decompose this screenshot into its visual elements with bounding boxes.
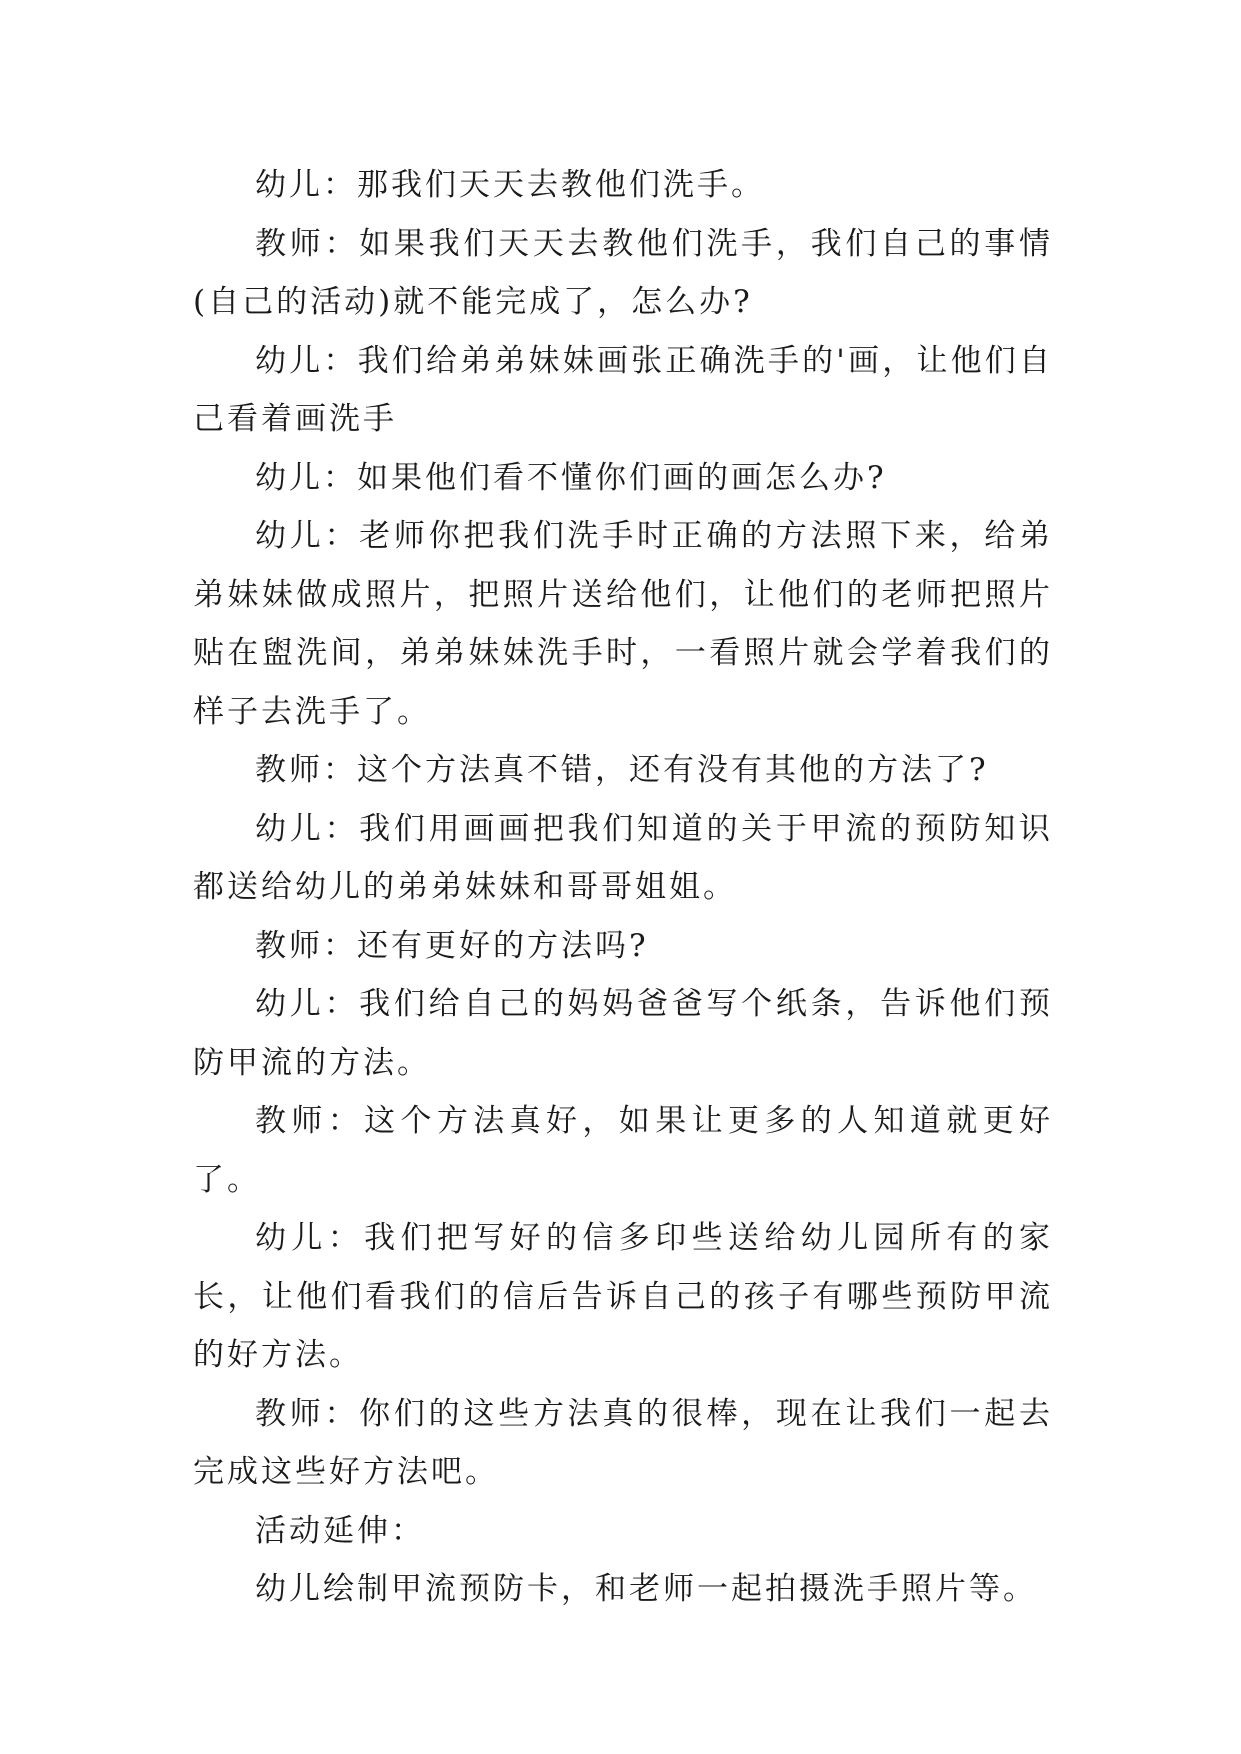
paragraph: 教师：如果我们天天去教他们洗手，我们自己的事情(自己的活动)就不能完成了，怎么办?: [193, 225, 1053, 320]
paragraph: 幼儿：我们用画画把我们知道的关于甲流的预防知识都送给幼儿的弟弟妹妹和哥哥姐姐。: [193, 810, 1053, 905]
paragraph: 教师：这个方法真不错，还有没有其他的方法了?: [255, 752, 989, 788]
paragraph: 幼儿：老师你把我们洗手时正确的方法照下来，给弟弟妹妹做成照片，把照片送给他们，让他们的老师把照片贴在盥洗间，弟弟妹妹洗手时，一看照片就会学着我们的样子去洗手了。: [193, 518, 1053, 730]
document-body: [193, 156, 1053, 1619]
section-heading: 活动延伸：: [255, 1512, 425, 1549]
paragraph: 教师：你们的这些方法真的很棒，现在让我们一起去完成这些好方法吧。: [193, 1395, 1053, 1490]
paragraph: 幼儿：我们给弟弟妹妹画张正确洗手的'画，让他们自己看着画洗手: [193, 342, 1053, 437]
paragraph: 教师：这个方法真好，如果让更多的人知道就更好了。: [193, 1103, 1053, 1198]
paragraph: 幼儿：如果他们看不懂你们画的画怎么办?: [255, 459, 887, 496]
paragraph: 幼儿：那我们天天去教他们洗手。: [255, 167, 765, 203]
paragraph: 幼儿：我们把写好的信多印些送给幼儿园所有的家长，让他们看我们的信后告诉自己的孩子有哪些预防甲流的好方法。: [193, 1220, 1053, 1373]
paragraph: 幼儿：我们给自己的妈妈爸爸写个纸条，告诉他们预防甲流的方法。: [193, 986, 1053, 1081]
paragraph: 幼儿绘制甲流预防卡，和老师一起拍摄洗手照片等。: [255, 1571, 1037, 1607]
paragraph: 教师：还有更好的方法吗?: [255, 927, 649, 964]
